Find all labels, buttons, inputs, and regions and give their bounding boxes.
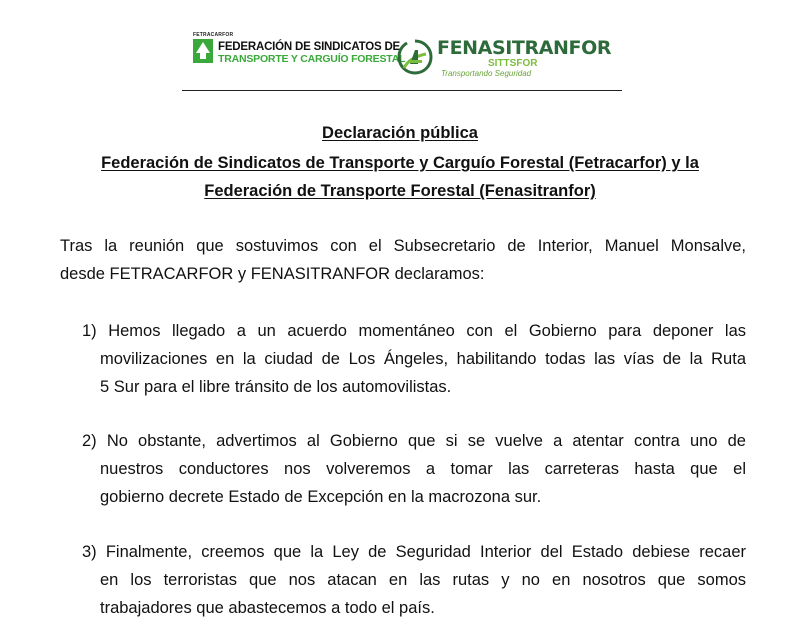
list-item-line: 1) Hemos llegado a un acuerdo momentáneo con el Gobierno para deponer las [82,322,746,340]
fenasitranfor-logo [396,36,612,82]
list-item-line: en los terroristas que nos atacan en las rutas y no en nosotros que somos [100,571,746,589]
list-item-line: 2) No obstante, advertimos al Gobierno que si se vuelve a atentar contra uno de [82,432,746,450]
intro-line: Tras la reunión que sostuvimos con el Subsecretario de Interior, Manuel Monsalve, [60,237,746,255]
document-subtitle-line1: Federación de Sindicatos de Transporte y Carguío Forestal (Fetracarfor) y la [101,154,699,172]
fenasitranfor-sub: SITTSFOR [488,58,538,69]
list-item-line: trabajadores que abastecemos a todo el país. [100,599,435,617]
list-item [82,317,746,401]
header-divider [182,90,622,91]
fetracarfor-logo [192,32,406,72]
list-item [82,427,746,511]
fenasitranfor-tagline: Transportando Seguridad [441,69,532,78]
list-item-line: 5 Sur para el libre tránsito de los automovilistas. [100,378,452,396]
list-item-line: nuestros conductores nos volveremos a tomar las carreteras hasta que el [100,460,746,478]
intro-line: desde FETRACARFOR y FENASITRANFOR declaramos: [60,265,485,283]
fetracarfor-name-line1: FEDERACIÓN DE SINDICATOS DE [218,41,401,53]
fenasitranfor-emblem-icon [396,38,434,76]
document-subtitle-line2: Federación de Transporte Forestal (Fenasitranfor) [204,182,596,200]
fenasitranfor-name: FENASITRANFOR [437,37,612,59]
intro-paragraph [60,232,746,288]
tree-icon [193,39,213,63]
list-item-line: 3) Finalmente, creemos que la Ley de Seguridad Interior del Estado debiese recaer [82,543,746,561]
fetracarfor-name-line2: TRANSPORTE Y CARGUÍO FORESTAL [218,53,406,65]
list-item [82,538,746,622]
document-title: Declaración pública [322,124,478,142]
fetracarfor-small-text: FETRACARFOR [193,32,234,38]
letterhead [0,0,800,92]
list-item-line: gobierno decrete Estado de Excepción en la macrozona sur. [100,488,542,506]
list-item-line: movilizaciones en la ciudad de Los Ángeles, habilitando todas las vías de la Ruta [100,350,746,368]
